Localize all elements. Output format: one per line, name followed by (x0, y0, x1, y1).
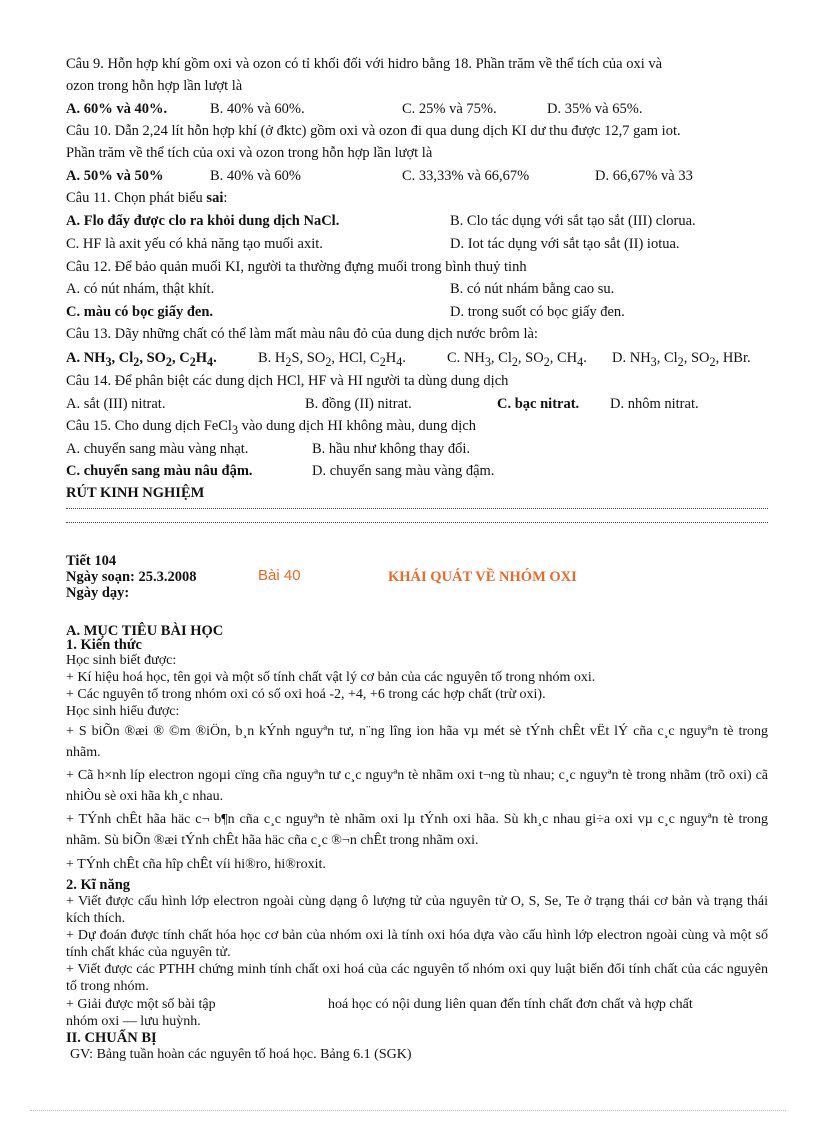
q9-option-a: A. 60% và 40%. (66, 101, 168, 117)
ki-nang-item-4-part3: nhóm oxi — lưu huỳnh. (66, 1014, 201, 1029)
q12-option-a: A. có nút nhám, thật khít. (66, 281, 215, 297)
biet-item-1: + Kí hiệu hoá học, tên gọi và một số tính chất vật lý cơ bản của các nguyên tố trong nhóm oxi. (66, 670, 596, 685)
q11-stem-colon: : (223, 190, 228, 206)
gv-preparation: GV: Bảng tuần hoàn các nguyên tố hoá học. Bảng 6.1 (SGK) (70, 1047, 412, 1062)
ki-nang-item-2: + Dự đoán được tính chất hóa học cơ bản của nhóm oxi là tính oxi hóa dựa vào cấu hình lớp electron ngoài cùng và một số tính chất khác của nguyên tử. (66, 928, 768, 960)
page-bottom-border (30, 1110, 786, 1111)
q11-stem-text: Câu 11. Chọn phát biểu (66, 190, 207, 206)
q9-stem-line1: Câu 9. Hỗn hợp khí gồm oxi và ozon có tỉ khối đối với hidro bằng 18. Phần trăm về thể tích của oxi và (66, 56, 663, 72)
rut-kinh-nghiem-heading: RÚT KINH NGHIỆM (66, 485, 205, 501)
q15-option-d: D. chuyển sang màu vàng đậm. (312, 463, 495, 479)
ki-nang-item-4-part2: hoá học có nội dung liên quan đến tính chất đơn chất và hợp chất (328, 997, 693, 1012)
q10-option-c: C. 33,33% và 66,67% (402, 168, 530, 184)
q10-stem-line1: Câu 10. Dẫn 2,24 lít hỗn hợp khí (ở đktc) gồm oxi và ozon đi qua dung dịch KI dư thu được 12,7 gam iot. (66, 123, 681, 139)
section-a-heading: A. MỤC TIÊU BÀI HỌC (66, 623, 224, 639)
lesson-ngay-day: Ngày dạy: (66, 585, 130, 601)
q14-option-c: C. bạc nitrat. (497, 396, 580, 412)
q9-stem-line2: ozon trong hỗn hợp lần lượt là (66, 78, 243, 94)
q14-option-d: D. nhôm nitrat. (610, 396, 699, 412)
hs-hieu-label: Học sinh hiểu được: (66, 704, 180, 719)
biet-item-2: + Các nguyên tố trong nhóm oxi có số oxi hoá -2, +4, +6 trong các hợp chất (trừ oxi). (66, 687, 546, 702)
hieu-item-4: + TÝnh chÊt cña hîp chÊt víi hi®ro, hi®roxit. (66, 857, 326, 872)
ki-nang-item-4-part1: + Giải được một số bài tập (66, 997, 216, 1012)
q13-option-a: A. $NH_3$, $Cl_2$, $SO_2$, $C_2H_4$. (66, 350, 217, 369)
q10-option-b: B. 40% và 60% (210, 168, 302, 184)
q9-option-c: C. 25% và 75%. (402, 101, 497, 117)
q11-option-d: D. Iot tác dụng với sắt tạo sắt (II) iotua. (450, 236, 680, 252)
q11-stem-emphasis: sai (206, 190, 224, 206)
q15-option-b: B. hầu như không thay đổi. (312, 441, 471, 457)
lesson-tiet: Tiết 104 (66, 553, 117, 569)
q12-option-d: D. trong suốt có bọc giấy đen. (450, 304, 625, 320)
q13-stem: Câu 13. Dãy những chất có thể làm mất màu nâu đỏ của dung dịch nước brôm là: (66, 326, 538, 342)
q13-option-c: C. $NH_3$, $Cl_2$, $SO_2$, $CH_4$. (447, 350, 587, 369)
lesson-number: Bài 40 (258, 567, 301, 584)
dotted-line-1 (66, 508, 768, 509)
dotted-line-2 (66, 522, 768, 523)
lesson-title: KHÁI QUÁT VỀ NHÓM OXI (388, 569, 577, 585)
ki-nang-item-1: + Viết được cấu hình lớp electron ngoài cùng dạng ô lượng tử của nguyên tử O, S, Se, Te ở trạng thái cơ bản và trạng thái kích thích. (66, 894, 768, 926)
lesson-ngay-soan: Ngày soạn: 25.3.2008 (66, 569, 197, 585)
hieu-item-3: + TÝnh chÊt hãa häc c¬ b¶n cña c¸c nguyªn tè nhãm oxi lµ tÝnh oxi hãa. Sù kh¸c nhau gi÷a oxi vµ c¸c nguyªn tè trong nhãm. Sù biÕn ®æi tÝnh chÊt hãa häc cña c¸c ®¬n chÊt trong nhãm oxi. (66, 812, 768, 848)
q15-stem: Câu 15. Cho dung dịch FeCl$_3$ vào dung dịch HI không màu, dung dịch (66, 418, 477, 437)
q11-option-b: B. Clo tác dụng với sắt tạo sắt (III) clorua. (450, 213, 696, 229)
q15-option-c: C. chuyển sang màu nâu đậm. (66, 463, 253, 479)
chuan-bi-heading: II. CHUẨN BỊ (66, 1030, 157, 1046)
q15-option-a: A. chuyển sang màu vàng nhạt. (66, 441, 249, 457)
q12-option-c: C. màu có bọc giấy đen. (66, 304, 214, 320)
hieu-item-1: + S biÕn ®æi ® ©m ®iÖn, b¸n kÝnh nguyªn tư, n¨ng lîng ion hãa vµ mét sè tÝnh chÊt vËt lÝ cña c¸c nguyªn tè trong nhãm. (66, 724, 768, 760)
q11-option-c: C. HF là axit yếu có khả năng tạo muối axit. (66, 236, 323, 252)
kien-thuc-heading: 1. Kiến thức (66, 637, 142, 653)
q9-option-b: B. 40% và 60%. (210, 101, 305, 117)
q12-option-b: B. có nút nhám bằng cao su. (450, 281, 615, 297)
q12-stem: Câu 12. Để bảo quản muối KI, người ta thường đựng muối trong bình thuỷ tinh (66, 259, 527, 275)
q13-option-b: B. $H_2S$, $SO_2$, HCl, $C_2H_4$. (258, 350, 406, 369)
q10-option-a: A. 50% và 50% (66, 168, 164, 184)
q14-option-b: B. đồng (II) nitrat. (305, 396, 412, 412)
q14-option-a: A. sắt (III) nitrat. (66, 396, 166, 412)
q10-stem-line2: Phần trăm về thể tích của oxi và ozon trong hỗn hợp lần lượt là (66, 145, 433, 161)
q14-stem: Câu 14. Để phân biệt các dung dịch HCl, HF và HI người ta dùng dung dịch (66, 373, 509, 389)
q11-option-a: A. Flo đẩy được clo ra khỏi dung dịch NaCl. (66, 213, 340, 229)
q10-option-d: D. 66,67% và 33 (595, 168, 693, 184)
hs-biet-label: Học sinh biết được: (66, 653, 177, 668)
ki-nang-item-3: + Viết được các PTHH chứng minh tính chất oxi hoá của các nguyên tố nhóm oxi quy luật biến đổi tính chất của các nguyên tố trong nhóm. (66, 962, 768, 994)
hieu-item-2: + Cã h×nh líp electron ngoµi cïng cña nguyªn tư c¸c nguyªn tè nhãm oxi t¬ng tù nhau; c¸c nguyªn tè trong nhãm (trõ oxi) cã nhiÒu sè oxi hãa kh¸c nhau. (66, 768, 768, 804)
q13-option-d: D. $NH_3$, $Cl_2$, $SO_2$, HBr. (612, 350, 751, 369)
ki-nang-heading: 2. Kĩ năng (66, 877, 131, 893)
q9-option-d: D. 35% và 65%. (547, 101, 643, 117)
q11-stem (66, 189, 227, 207)
